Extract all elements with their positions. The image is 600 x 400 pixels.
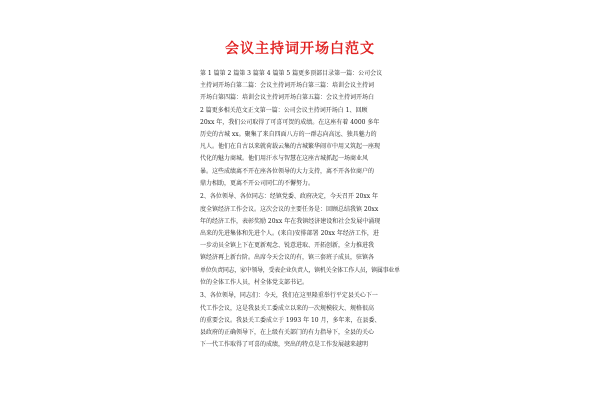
paragraph-line: 位的全体工作人员，村全体党支部书记。: [200, 278, 309, 286]
paragraph-line: 单位负责同志，家中领导，受表企业负责人，镇机关全体工作人员，镇属事业单: [200, 266, 400, 274]
paragraph-line: 的重要会议。我县关工委成立于 1993 年 10 月，多年来，在县委、: [200, 316, 381, 324]
paragraph-line: 镇经济再上新台阶。出席今天会议的有，镇三套班子成员，驻镇各: [200, 254, 375, 262]
paragraph-line: 度全镇经济工作会议。这次会议的主要任务是：回顾总结我镇 20xx: [200, 205, 379, 213]
paragraph-line: 开场白第四篇：培训会议主持词开场白第五篇：会议主持词开场白: [200, 94, 375, 102]
paragraph-line: 出来的先进集体和先进个人。(来自)安排部署 20xx 年经济工作，进: [200, 229, 379, 237]
paragraph-line: 代工作会议，这是我县关工委成立以来的一次规模较大、规格很高: [200, 304, 375, 312]
paragraph-3: [200, 290, 400, 351]
paragraph-line: 代化的魅力商城。他们用汗水与智慧在这座古城抓起一场商业风: [200, 155, 369, 163]
paragraph-1: [200, 68, 400, 190]
paragraph-line: 县政府的正确领导下，在上级有关部门的有力指导下，全县的关心: [200, 328, 375, 336]
paragraph-line: 一步动员全镇上下在更新观念、锐意进取、开拓创新，全力推进我: [200, 242, 375, 250]
paragraph-line: 第 1 篇第 2 篇第 3 篇第 4 篇第 5 篇更多顶部目录第一篇：公司会议: [200, 70, 383, 77]
paragraph-line: 凡人。他们在自古以来就荷载云集的古城繁华闹市中用又筑起一座现: [200, 143, 381, 151]
paragraph-line: 下一代工作取得了可喜的成绩，突出的特点是工作发展越来越明: [200, 341, 369, 349]
paragraph-2: [200, 191, 400, 289]
paragraph-line: 鼎力相助，更离不开公司同仁的不懈努力。: [200, 179, 315, 187]
paragraph-line: 3、各位领导，同志们：今天，我们在这里隆重举行平定县关心下一: [200, 292, 378, 300]
paragraph-line: 年的经济工作，表彰奖励 20xx 年在我镇经济建设和社会发展中涌现: [200, 217, 381, 225]
paragraph-line: 历史的古城 xx。聚集了来自四面八方的一群志向高远、独具魅力的: [200, 130, 377, 138]
document-body: [200, 68, 400, 351]
paragraph-line: 暴。这些成绩离不开在座各位领导的大力支持，离不开各位商户的: [200, 167, 375, 175]
document-title: 会议主持词开场白范文: [225, 41, 375, 57]
paragraph-line: 2 篇更多相关范文正文第一篇：公司会议主持词开场白 1、回顾: [200, 106, 368, 114]
paragraph-line: 20xx 年，我们公司取得了可喜可贺的成绩。在这座有着 4000 多年: [200, 118, 380, 126]
paragraph-line: 主持词开场白第二篇：会议主持词开场白第三篇：培训会议主持词: [200, 82, 375, 90]
paragraph-line: 2、各位领导、各位同志：经镇党委、政府决定，今天召开 20xx 年: [200, 193, 379, 201]
